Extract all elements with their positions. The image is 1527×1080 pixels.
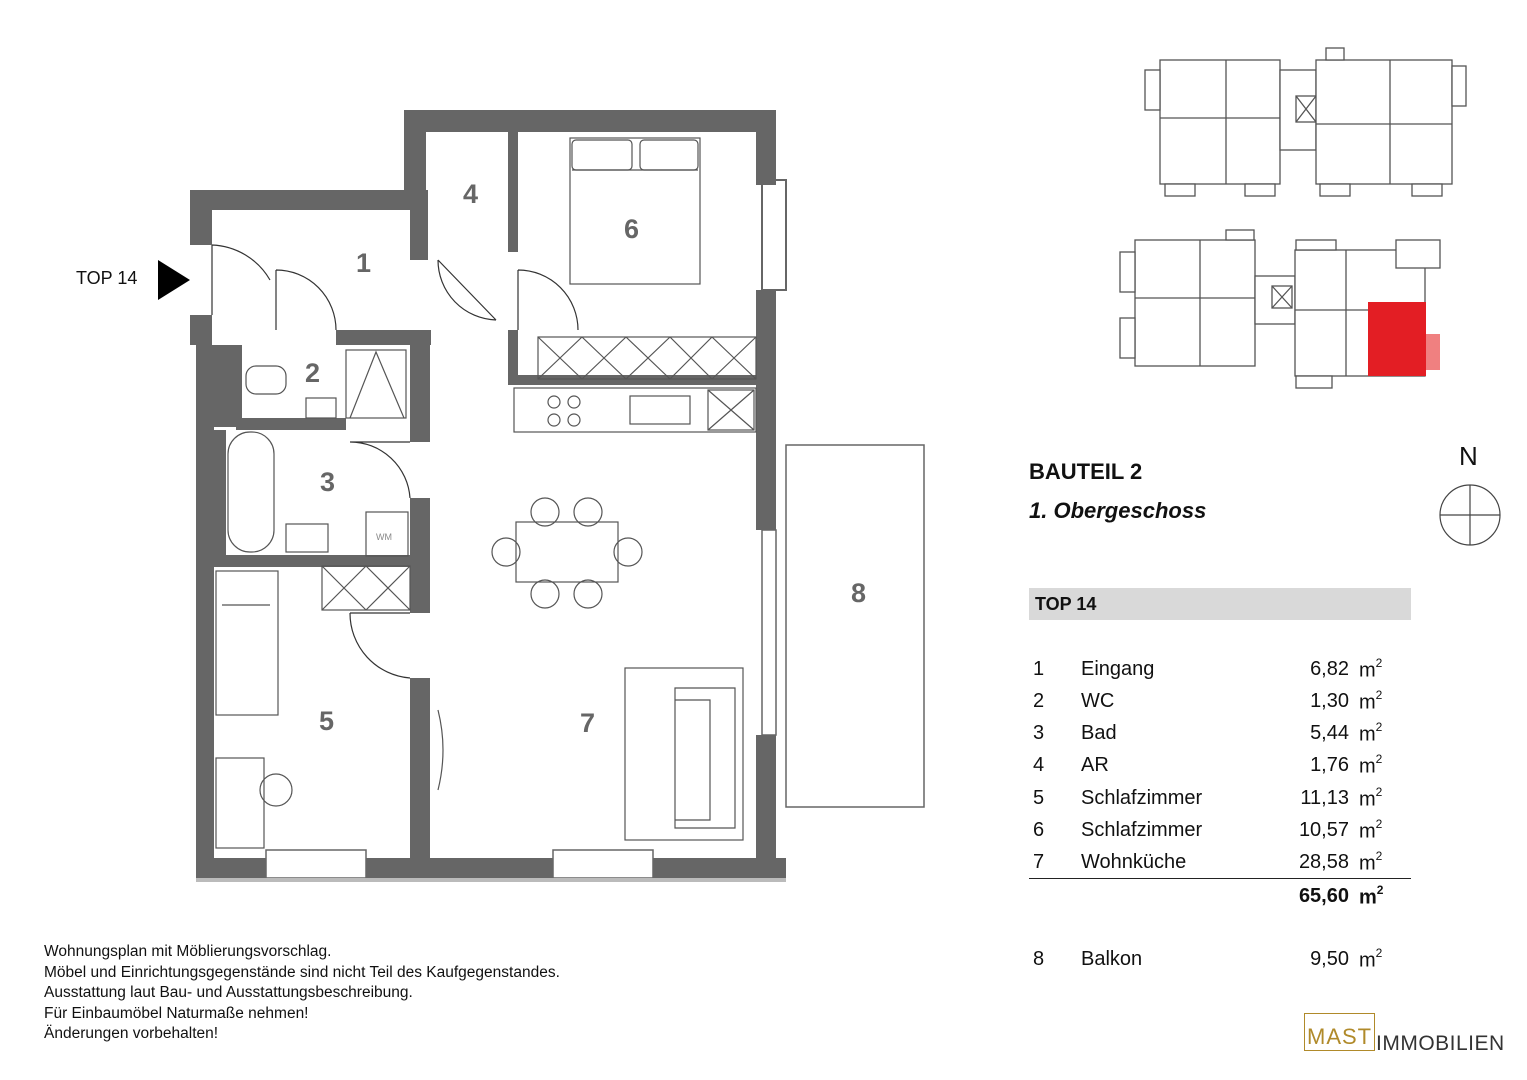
room-unit: $m^2$ xyxy=(1359,656,1383,682)
room-row xyxy=(1029,851,1409,881)
room-area: 28,58 xyxy=(1298,851,1349,873)
logo-immobilien: IMMOBILIEN xyxy=(1376,1032,1505,1055)
room-num: 3 xyxy=(1033,722,1045,744)
room-number-5: 5 xyxy=(319,706,335,736)
note-line: Änderungen vorbehalten! xyxy=(44,1025,219,1042)
room-name: AR xyxy=(1081,754,1109,776)
room-num: 1 xyxy=(1033,658,1045,680)
room-number-2: 2 xyxy=(305,358,321,388)
room-name: Schlafzimmer xyxy=(1081,787,1203,809)
room-unit: $m^2$ xyxy=(1359,946,1383,972)
total-unit: $m^2$ xyxy=(1359,883,1384,909)
north-label: N xyxy=(1459,441,1478,471)
north-arrow-icon xyxy=(1440,485,1500,545)
washer-label: WM xyxy=(376,532,392,542)
disclaimer-notes xyxy=(44,942,560,1045)
balcony-highlight xyxy=(1426,334,1440,370)
room-number-6: 6 xyxy=(624,214,640,244)
note-line: Ausstattung laut Bau- und Ausstattungsbeschreibung. xyxy=(44,984,413,1001)
room-number-7: 7 xyxy=(580,708,596,738)
room-name: Bad xyxy=(1081,722,1117,744)
room-unit: $m^2$ xyxy=(1359,817,1383,843)
room-row xyxy=(1029,754,1409,784)
room-area: 5,44 xyxy=(1310,722,1349,744)
room-area: 6,82 xyxy=(1310,658,1349,680)
room-unit: $m^2$ xyxy=(1359,849,1383,875)
room-area: 1,76 xyxy=(1310,754,1349,776)
room-row xyxy=(1029,722,1409,752)
room-name: Eingang xyxy=(1081,658,1155,680)
room-row xyxy=(1029,787,1409,817)
entry-label: TOP 14 xyxy=(76,268,138,288)
room-row xyxy=(1029,690,1409,720)
room-number-8: 8 xyxy=(851,578,867,608)
note-line: Für Einbaumöbel Naturmaße nehmen! xyxy=(44,1004,309,1022)
note-line: Wohnungsplan mit Möblierungsvorschlag. xyxy=(44,943,332,960)
room-num: 5 xyxy=(1033,787,1045,809)
room-unit: $m^2$ xyxy=(1359,752,1383,778)
unit-label: TOP 14 xyxy=(1035,594,1097,614)
room-name: Schlafzimmer xyxy=(1081,819,1203,841)
balcony-row xyxy=(1029,948,1409,978)
logo-mast: MAST xyxy=(1304,1013,1375,1051)
room-num: 8 xyxy=(1033,948,1045,970)
room-num: 4 xyxy=(1033,754,1045,776)
building-title: BAUTEIL 2 xyxy=(1029,459,1143,484)
room-num: 7 xyxy=(1033,851,1045,873)
unit-header xyxy=(1029,588,1411,620)
room-area: 9,50 xyxy=(1310,948,1349,970)
room-number-1: 1 xyxy=(356,248,372,278)
note-line: Möbel und Einrichtungsgegenstände sind nicht Teil des Kaufgegenstandes. xyxy=(44,963,560,981)
room-name: Wohnküche xyxy=(1081,851,1187,873)
sum-divider xyxy=(1029,878,1411,879)
unit-highlight xyxy=(1368,302,1426,376)
room-number-3: 3 xyxy=(320,467,336,497)
room-row xyxy=(1029,819,1409,849)
room-name: Balkon xyxy=(1081,948,1143,970)
total-row xyxy=(1029,885,1409,915)
room-area: 1,30 xyxy=(1310,690,1349,712)
room-area: 10,57 xyxy=(1298,819,1349,841)
room-name: WC xyxy=(1081,690,1115,712)
entry-arrow-icon xyxy=(158,260,190,300)
room-unit: $m^2$ xyxy=(1359,688,1383,714)
room-num: 2 xyxy=(1033,690,1045,712)
room-area: 11,13 xyxy=(1300,787,1349,809)
room-row xyxy=(1029,658,1409,688)
key-plan-upper xyxy=(1145,48,1466,196)
room-number-4: 4 xyxy=(463,179,479,209)
floor-title: 1. Obergeschoss xyxy=(1029,498,1207,523)
total-area: 65,60 xyxy=(1298,885,1349,907)
room-unit: $m^2$ xyxy=(1359,720,1383,746)
room-unit: $m^2$ xyxy=(1359,785,1383,811)
room-num: 6 xyxy=(1033,819,1045,841)
